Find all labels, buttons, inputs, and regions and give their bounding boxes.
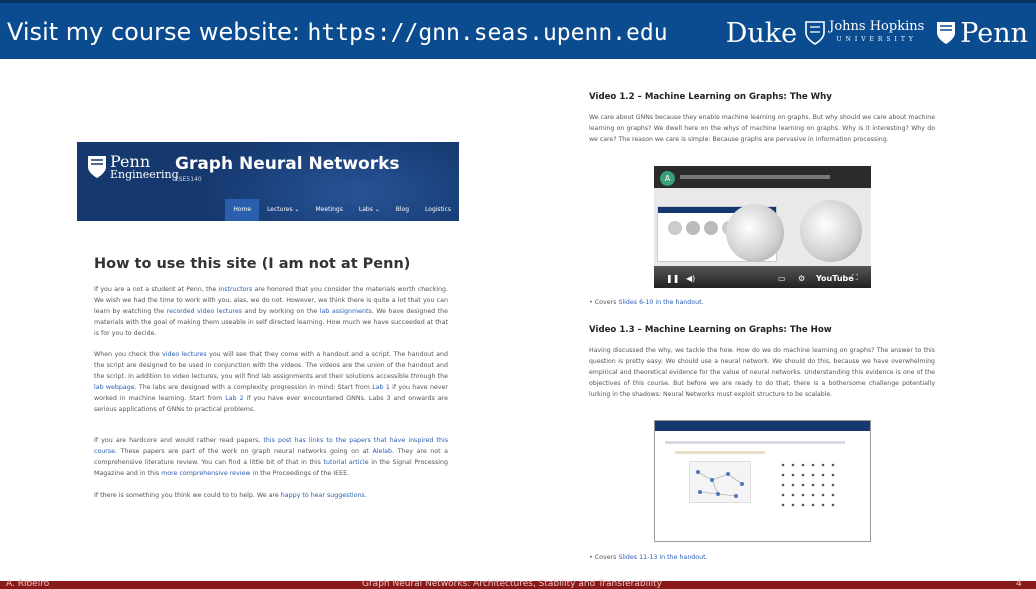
nav-home[interactable]: Home — [225, 199, 259, 221]
fullscreen-icon[interactable]: ⛶ — [852, 273, 858, 282]
nav-lectures[interactable]: Lectures ⌄ — [267, 206, 300, 213]
text: If you are a not a student at Penn, the — [94, 286, 219, 293]
site-title[interactable]: Graph Neural Networks — [175, 154, 400, 174]
slide-circle — [704, 221, 718, 235]
website-header — [77, 142, 459, 221]
video-1-3-thumbnail[interactable] — [654, 420, 871, 542]
link-recorded-video-lectures[interactable]: recorded video lectures — [166, 308, 243, 315]
graph-network-icon — [690, 462, 752, 504]
video-title-bar — [680, 175, 830, 179]
banner-title — [7, 18, 668, 46]
video-player[interactable] — [654, 166, 871, 288]
video-1-3-title: Video 1.3 – Machine Learning on Graphs: The How — [589, 325, 832, 335]
penn-shield-icon — [87, 155, 107, 179]
text: are honored that you consider the materials worth checking. We wish we had the time to work with you, alas, we do not. However, we think there is quite a lot that you can learn by watching the — [94, 286, 448, 315]
video-controls — [654, 266, 871, 288]
footer-author: A. Ribeiro — [6, 579, 50, 589]
volume-icon[interactable]: ◀) — [686, 274, 696, 283]
brand-engineering: Engineering — [110, 168, 179, 181]
graph-illustration — [689, 461, 751, 503]
text: • Covers — [589, 299, 619, 306]
text: . These papers are part of the work on graph neural networks going on at — [115, 448, 373, 455]
jhu-logo — [829, 20, 924, 46]
pause-icon[interactable]: ❚❚ — [666, 274, 680, 283]
paragraph-1 — [94, 284, 448, 339]
video-topbar — [654, 166, 871, 188]
link-comprehensive-review[interactable]: more comprehensive review — [161, 470, 251, 477]
settings-icon[interactable]: ⚙ — [798, 274, 806, 283]
video-1-3-bullet — [589, 554, 708, 561]
link-tutorial-article[interactable]: tutorial article — [323, 459, 369, 466]
subtitles-icon[interactable]: ▭ — [778, 274, 786, 283]
jhu-shield-icon — [805, 21, 825, 45]
brand-penn: Penn — [110, 152, 151, 171]
penn-engineering-logo[interactable] — [87, 154, 179, 180]
link-slides-11-13[interactable]: Slides 11-13 in the handout — [618, 554, 706, 561]
text: • Covers — [589, 554, 619, 561]
text: . They are not a comprehensive literature review. You can find a little bit of that in this — [94, 448, 448, 466]
footer-page-number: 4 — [1016, 579, 1022, 589]
jhu-sub: UNIVERSITY — [836, 36, 917, 43]
thumbnail-header — [655, 421, 870, 431]
video-sphere — [726, 204, 784, 262]
text: you will see that they come with a handout and a script. The handout and the script are designed to be used in conjunction with the videos. The videos are the union of the handout and the script. In addition to video lectures, you will find lab assignments and their solutions accessible through the — [94, 351, 448, 380]
banner-prefix: Visit my course website: — [7, 18, 300, 46]
duke-logo: Duke — [725, 17, 798, 49]
link-lab-1[interactable]: Lab 1 — [372, 384, 390, 391]
nav-logistics[interactable]: Logistics — [425, 206, 451, 213]
site-subtitle: ESE5140 — [175, 176, 202, 183]
link-papers-post[interactable]: this post has links to the papers that have inspired this course — [94, 437, 448, 455]
channel-avatar[interactable]: A — [660, 171, 675, 186]
nav-blog[interactable]: Blog — [395, 206, 410, 213]
video-1-2-description: We care about GNNs because they enable machine learning on graphs. But why should we care about machine learning on graphs? We dwell here on the whys of machine learning on graphs. Why is it interesting? Why do we care? The reason we care is simple: Because graphs are pervasive in information processing. — [589, 114, 935, 143]
link-lab-assignments[interactable]: lab assignments — [319, 308, 372, 315]
logos — [726, 13, 1028, 53]
text: If you are hardcore and would rather read papers, — [94, 437, 264, 444]
top-banner — [0, 0, 1036, 59]
footer-title: Graph Neural Networks: Architectures, Stability and Transferability — [362, 579, 662, 589]
thumbnail-text-line — [675, 451, 765, 454]
link-video-lectures[interactable]: video lectures — [161, 351, 207, 358]
grid-graph-illustration — [779, 461, 837, 507]
paragraph-2 — [94, 349, 448, 415]
link-slides-6-10[interactable]: Slides 6-10 in the handout — [618, 299, 702, 306]
paragraph-3 — [94, 435, 448, 479]
jhu-name: Johns Hopkins — [829, 19, 925, 34]
penn-shield-icon — [936, 21, 956, 45]
text: if you have ever encountered GNNs. Labs 3 and onwards are serious applications of GNNs to practical problems. — [94, 395, 448, 413]
text: in the Signal Processing Magazine and in this — [94, 459, 448, 477]
page-heading: How to use this site (I am not at Penn) — [94, 256, 411, 272]
link-lab-2[interactable]: Lab 2 — [225, 395, 244, 402]
footer-bar — [0, 581, 1036, 589]
course-url[interactable]: https://gnn.seas.upenn.edu — [307, 20, 668, 46]
video-1-2-bullet — [589, 299, 704, 306]
video-sphere — [800, 200, 862, 262]
text: If there is something you think we could to to help. We are — [94, 492, 281, 499]
nav-labs[interactable]: Labs ⌄ — [358, 206, 380, 213]
text: in the Proceedings of the IEEE. — [250, 470, 350, 477]
nav-meetings[interactable]: Meetings — [315, 206, 343, 213]
text: . The labs are designed with a complexity progression in mind: Start from — [134, 384, 373, 391]
penn-logo: Penn — [960, 17, 1028, 49]
text: . — [364, 492, 367, 499]
text: When you check the — [94, 351, 162, 358]
link-alelab[interactable]: Alelab — [372, 448, 392, 455]
video-1-2-title: Video 1.2 – Machine Learning on Graphs: The Why — [589, 92, 832, 102]
text: . — [705, 554, 708, 561]
link-instructors[interactable]: instructors — [218, 286, 253, 293]
link-suggestions[interactable]: happy to hear suggestions — [280, 492, 365, 499]
slide-circle — [668, 221, 682, 235]
text: . We have designed the materials with the goal of making them useable in self directed learning. How much we have succeeded at that is for you to decide. — [94, 308, 449, 337]
thumbnail-text-line — [665, 441, 845, 444]
video-1-3-description: Having discussed the why, we tackle the how. How do we do machine learning on graphs? The answer to this question is pretty easy: We should use a neural network. We should do this, because we have overwhelming empirical and theoretical evidence for the value of neural networks. Understanding this evidence is one of the objectives of this course. But before we are ready to do that, there is a bothersome challenge potentially lurking in the shadows: Neural Networks must exploit structure to be scalable. — [589, 347, 935, 398]
link-lab-webpage[interactable]: lab webpage — [94, 384, 135, 391]
grid-dots-icon — [779, 461, 837, 507]
slide-circle — [686, 221, 700, 235]
text: if you have never worked in machine learning. Start from — [94, 384, 448, 402]
paragraph-4 — [94, 490, 448, 501]
site-nav — [225, 199, 459, 221]
text: . — [701, 299, 704, 306]
youtube-logo[interactable]: YouTube — [816, 274, 854, 283]
text: and by working on the — [242, 308, 320, 315]
